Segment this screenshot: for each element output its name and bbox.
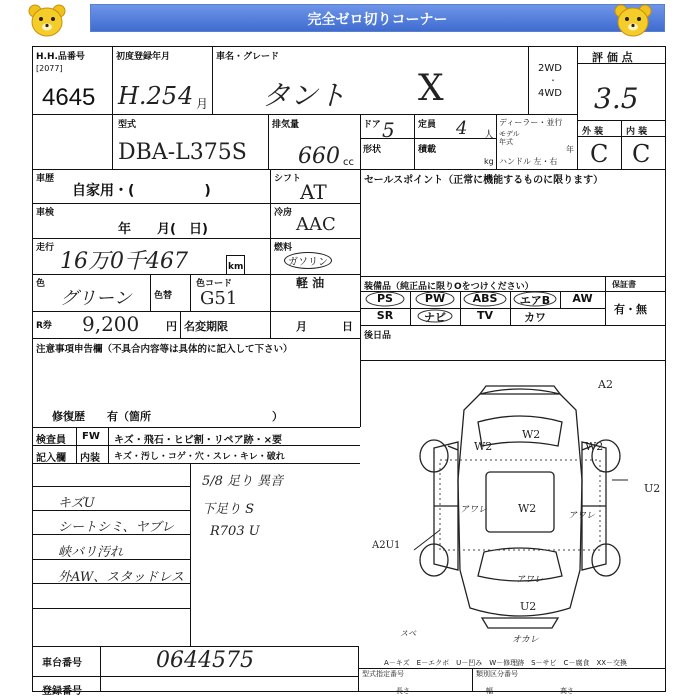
shape-label: 形状 [363,145,382,155]
equipment-item: ABS [472,292,498,305]
remark-right-line: 5/8 足り 異音 [202,474,284,489]
score-ext-value: C [590,140,609,168]
equipment-circles [360,290,610,326]
mileage-unit: km [228,262,244,272]
color-value: グリーン [60,288,132,309]
displacement-value: 660 [298,144,340,169]
model-value: DBA-L375S [118,140,247,165]
inspector-int: 内装 [80,453,100,464]
drive-dot: ・ [549,76,557,85]
chassis-label: 車台番号 [42,658,82,669]
recycle-unit: 円 [166,320,177,333]
diagram-mark: A2U1 [372,540,401,551]
diagram-mark: W2 [518,502,537,515]
drive-2wd: 2WD [538,63,562,74]
recycle-value: 9,200 [82,312,140,336]
weight-unit: kg [484,157,494,166]
drive-4wd: 4WD [538,88,562,99]
color-label: 色 [36,279,46,289]
dealer-handle: ハンドル 左・右 [499,157,558,166]
remark-right-line: R703 U [210,524,260,539]
inspector-label-2: 記入欄 [36,453,66,464]
ac-value: AAC [296,214,336,235]
equipment-item: PW [424,292,446,305]
class-label: 類別区分番号 [476,670,518,678]
length-label: 長さ [396,687,410,695]
registration-label: 登録番号 [42,686,82,697]
doors-value: 5 [382,118,395,142]
remark-line: 峡バリ汚れ [58,545,124,560]
color-code-label: 色コード [196,279,233,289]
bear-left-icon [26,2,68,38]
diagram-mark: スベ [400,629,416,638]
weight-label: 積載 [418,145,437,155]
model-label: 型式 [118,120,137,130]
diagram-mark: W2 [474,440,493,453]
displacement-unit: cc [343,157,354,168]
car-name-label: 車名・グレード [216,52,280,62]
name-change-month: 月 [296,320,307,333]
capacity-label: 定員 [418,120,437,130]
damage-legend: A－キズ E－エクボ U－凹み W－修理跡 S－サビ C－腐食 XX－交換 [384,659,628,667]
chassis-value: 0644575 [156,648,254,673]
diagram-mark: アワレ [516,575,544,585]
color-code-value: G51 [200,288,238,309]
height-label: 高さ [560,687,574,695]
mileage-label: 走行 [36,243,55,253]
score-ext-label: 外 装 [582,127,604,137]
equipment-item: SR [376,309,394,322]
equipment-item: AW [572,292,593,305]
rear-seat-label: 後日品 [364,331,392,341]
first-reg-era-year: H.25 [118,82,178,110]
score-label: 評 価 点 [592,51,633,64]
header-title: 完全ゼロ切りコーナー [307,12,448,28]
score-value: 3.5 [594,82,639,115]
remark-line: シートシミ、ヤブレ [58,520,174,535]
equipment-item: カワ [524,311,546,324]
fuel-diesel: 軽 油 [296,276,325,290]
inspector-row1: キズ・飛石・ヒビ割・リペア跡・×要 [114,435,282,446]
dealer-label: ディーラー・並行 [499,118,563,127]
equipment-label: 装備品（純正品に限りOをつけください） [364,282,534,292]
score-int-value: C [632,140,651,168]
remark-right-line: 下足り S [202,502,255,517]
diagram-mark: U2 [520,600,537,613]
inspector-fw: FW [82,431,100,442]
capacity-value: 4 [456,118,468,139]
recycle-label: R券 [36,321,52,331]
cert-label: 型式指定番号 [362,670,404,678]
diagram-mark: オカレ [512,635,539,645]
color-change-label: 色替 [154,291,173,301]
inspector-row2: キズ・汚し・コゲ・穴・スレ・キレ・破れ [114,452,285,462]
shift-value: AT [300,180,327,204]
ac-label: 冷房 [274,208,293,218]
inspection-value: 年 月( 日) [118,222,208,237]
equipment-item: エアB [519,294,551,307]
equipment-item: PS [377,292,393,305]
diagram-mark: A2 [598,378,613,391]
equipment-item: ナビ [424,311,446,324]
history-value: 自家用・( ) [72,183,211,199]
displacement-label: 排気量 [272,120,300,130]
lot-label: H.H.品番号 [36,52,85,62]
shift-label: シフト [274,174,302,184]
notes-repair: 修復歴 有（箇所 ） [52,410,283,423]
name-change-label: 名変期限 [184,320,228,333]
diagram-mark: W2 [585,440,604,453]
dealer-model-year: モデル 年式 [499,130,520,146]
lot-number: 4645 [42,84,96,111]
car-grade-value: X [418,68,444,109]
dealer-year-suffix: 年 [566,145,574,154]
inspection-label: 車検 [36,208,55,218]
notes-label: 注意事項申告欄（不具合内容等は具体的に記入して下さい） [36,344,293,355]
warranty-value: 有・無 [614,303,647,316]
diagram-mark: U2 [644,482,661,495]
first-reg-label: 初度登録年月 [116,52,171,62]
warranty-label: 保証書 [612,280,636,289]
lot-sub: [2077] [36,64,63,73]
capacity-unit: 人 [484,130,494,141]
score-int-label: 内 装 [626,127,648,137]
first-reg-month: 4 [178,82,194,110]
width-label: 幅 [486,687,493,695]
history-label: 車歴 [36,174,55,184]
inspector-label-1: 検査員 [36,435,66,446]
name-change-day: 日 [342,320,353,333]
remark-line: 外AW、スタッドレス [58,570,184,585]
remark-line: キズU [58,496,95,511]
selling-points-label: セールスポイント（正常に機能するものに限ります） [364,175,604,186]
car-name-value: タント [262,79,347,112]
equipment-item: TV [476,309,494,322]
first-reg-month-unit: 月 [196,97,209,111]
diagram-mark: アワレ [568,511,596,521]
fuel-gas: ガソリン [284,252,332,269]
diagram-mark: W2 [522,428,541,441]
bear-right-icon [612,2,654,38]
fuel-label: 燃料 [274,243,293,253]
doors-label: ドア [363,120,381,130]
diagram-mark: アワレ [460,505,488,515]
mileage-value: 16万0千467 [60,249,188,274]
